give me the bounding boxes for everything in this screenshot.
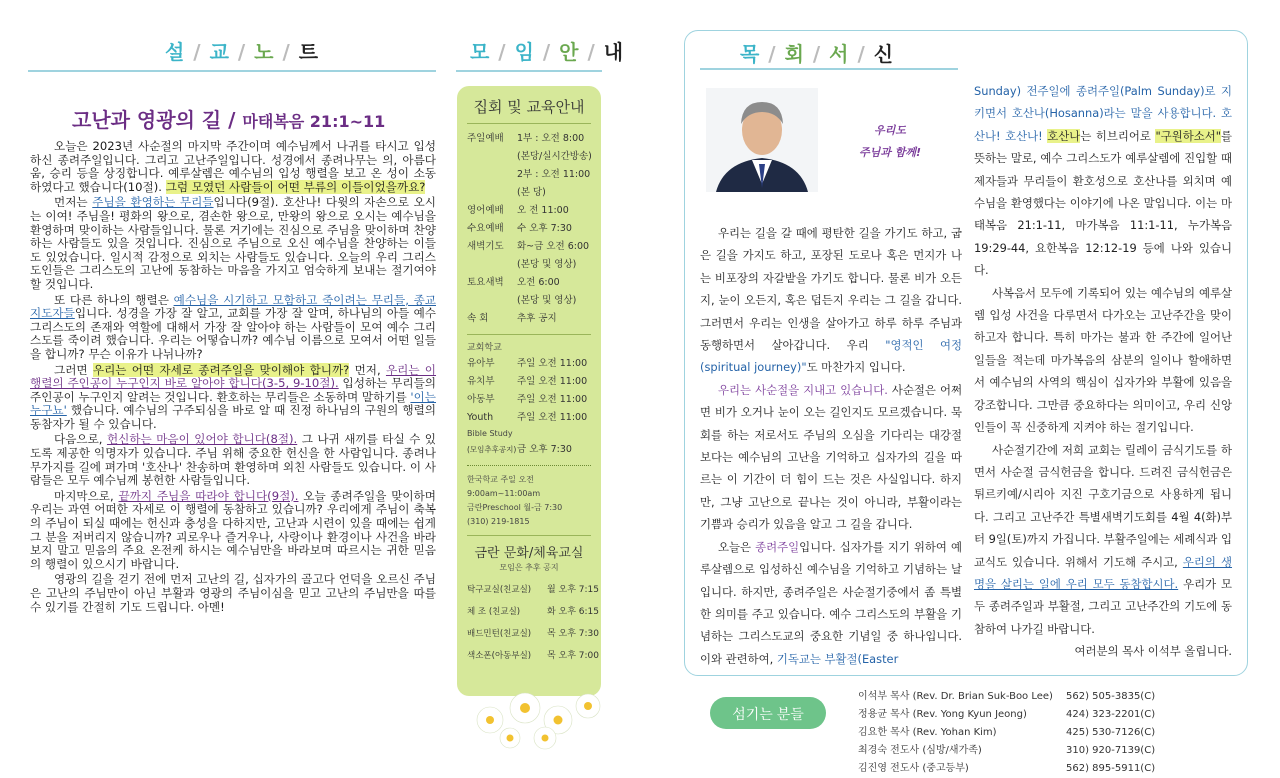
staff-name: 최경숙 전도사 (심방/새가족) <box>858 745 982 756</box>
letter-column-left <box>700 222 962 670</box>
bible-study-label: Bible Study <box>467 429 513 438</box>
sermon-paragraph: 마지막으로, 끝까지 주님을 따라야 합니다(9절). 오늘 종려주일을 맞이하며 우리는 과연 어떠한 자세로 이 행렬에 동참하고 있습니까? 우리에게 주님이 축복의 주님이 되실 때에는 헌신과 충성을 다하지만, 고난과 시련이 있을 때에는 쉽게 그 분을 저버리지 않습니까? 괴로우나 즐거우나, 사랑이나 환경이나 사건을 바라보지 말고 믿음의 주요 온전케 하시는 예수님만을 바라보며 따르시는 귀한 믿음의 행렬이 있으시기 바랍니다. <box>30 488 437 571</box>
sermon-paragraph: 다음으로, 헌신하는 마음이 있어야 합니다(8절). 그 나귀 새끼를 타실 수 있도록 제공한 익명자가 있습니다. 주님 위해 중요한 헌신을 한 사람입니다. 종려나무가지를 길에 펴가며 '호산나' 찬송하며 환영하며 외친 사람들도 있습니다. 이 사람들은 모두 예수님께 봉헌한 사람들입니다. <box>30 432 436 488</box>
culture-note: 모임은 추후 공지 <box>499 563 559 572</box>
meeting-box-title: 집회 및 교육안내 <box>473 98 585 116</box>
school-row: Youth 주일 오전 11:00 <box>467 412 588 423</box>
staff-name: 이석부 목사 (Rev. Dr. Brian Suk-Boo Lee) <box>858 691 1053 702</box>
letter-column-right <box>974 80 1232 663</box>
schedule-row: 속 회 추후 공지 <box>467 313 557 324</box>
culture-row: 색소폰(아동부실) 목 오후 7:00 <box>467 651 600 661</box>
pastor-photo <box>706 88 818 192</box>
staff-row <box>858 688 1218 706</box>
schedule-row: (본당/실시간방송) <box>517 151 592 162</box>
culture-row: 탁구교실(친교실) 월 오후 7:15 <box>467 585 600 595</box>
sermon-title: 고난과 영광의 길 / 마태복음 21:1~11 <box>72 108 386 132</box>
sermon-paragraph: 영광의 길을 걷기 전에 먼저 고난의 길, 십자가의 골고다 언덕을 오르신 주님은 고난의 주님만이 아닌 부활과 영광의 주님이심을 믿고 고난의 주님만을 따를 수 있기를 간절히 기도 드립니다. 아멘! <box>30 572 436 614</box>
letter-paragraph: Sunday) 전주일에 종려주일(Palm Sunday)로 지키면서 호산나(Hosanna)라는 말을 사용합니다. 호산나! 호산나! 호산나는 히브리어로 "구원하소서"를 뜻하는 말로, 예수 그리스도가 예루살렘에 진입할 때 제자들과 무리들이 환호성으로 호산나를 외치며 예수님을 환영했다는 이야기에 나온 말입니다. 이는 마태복음 21:1-11, 마가복음 11:1-11, 누가복음 19:29-44, 요한복음 12:12-19 등에 나와 있습니다. <box>974 84 1232 278</box>
staff-phone: 562) 895-5911(C) <box>1066 763 1156 774</box>
school-row: 유아부 주일 오전 11:00 <box>467 358 588 369</box>
letter-paragraph: 우리는 사순절을 지내고 있습니다. 사순절은 어쩌면 비가 오거나 눈이 오는 길인지도 모르겠습니다. 묵회를 하는 저로서도 주님의 오심을 기다리는 대강절보다는 예수님의 고난을 기억하고 십자가의 길을 따르는 이 기간이 더 힘이 드는 것은 사실입니다. 하지만, 그냥 고난으로 끝나는 것이 아니라, 부활이라는 기쁨과 승리가 있음을 알고 그 길을 갑니다. <box>700 382 962 532</box>
schedule-row: 수요예배 수 오후 7:30 <box>467 223 572 234</box>
sermon-notes-heading: 설 / 교 / 노 / 트 <box>165 40 320 64</box>
letter-heading-rule <box>700 68 958 70</box>
meeting-info-box <box>457 86 601 696</box>
letter-paragraph: 우리는 길을 갈 때에 평탄한 길을 가기도 하고, 굽은 길을 가지도 하고, 포장된 도로나 혹은 먼지가 나는 비포장의 자갈밭을 가기도 합니다. 물론 비가 오든지, 눈이 오든지, 혹은 덥든지 우리는 그 길을 갑니다. 그러면서 우리는 인생을 살아가고 하루 하루 주님과 동행하면서 살아갑니다. 우리 "영적인 여정 (spiritual journey)"도 마찬가지 입니다. <box>700 226 962 375</box>
church-school-title: 교회학교 <box>467 343 502 353</box>
meeting-info-heading: 모 / 임 / 안 / 내 <box>470 40 625 64</box>
staff-phone: 424) 323-2201(C) <box>1066 709 1156 720</box>
staff-name: 정용균 목사 (Rev. Yong Kyun Jeong) <box>858 709 1027 720</box>
staff-button[interactable]: 섬기는 분들 <box>710 697 826 729</box>
schedule-row: (본 당) <box>517 187 546 198</box>
letter-paragraph: 오늘은 종려주일입니다. 십자가를 지기 위하여 예루살렘으로 입성하신 예수님을 기억하고 기념하는 날입니다. 하지만, 종려주일은 사순절기중에서 좀 특별한 의미를 주고 있습니다. 예수 그리스도의 부활을 기념하는 그리스도교의 중요한 기념일 중 하나입니다. 이와 관련하여, 기독교는 부활절(Easter <box>700 539 962 666</box>
letter-paragraph: 사복음서 모두에 기록되어 있는 예수님의 예루살렘 입성 사건을 다루면서 다가오는 고난주간을 맞이하고자 합니다. 특히 마가는 불과 한 주간에 일어난 일들을 적는데 마가복음의 삼분의 일이나 할애하면서 예수님의 사역의 핵심이 십자가와 부활에 있음을 강조합니다. 그만큼 중요하다는 의미이고, 우리 신앙인들이 꼭 신중하게 지켜야 하는 절기입니다. <box>974 285 1232 435</box>
staff-phone: 310) 920-7139(C) <box>1066 745 1156 756</box>
bible-study-row: (모임추후공지) 금 오후 7:30 <box>467 444 572 455</box>
schedule-row: 주일예배 1부 : 오전 8:00 <box>467 133 585 144</box>
staff-phone: 425) 530-7126(C) <box>1066 727 1156 738</box>
sermon-body <box>30 140 436 616</box>
sermon-reference: 마태복음 21:1~11 <box>242 112 386 131</box>
korean-school: 한국학교 주일 오전 9:00am~11:00am <box>467 475 541 498</box>
culture-row: 체 조 (친교실) 화 오후 6:15 <box>467 607 600 617</box>
school-row: 유치부 주일 오전 11:00 <box>467 376 588 387</box>
daisy-flowers-decoration <box>470 680 620 750</box>
school-row: 아동부 주일 오전 11:00 <box>467 394 588 405</box>
letter-signature: 여러분의 목사 이석부 올립니다. <box>1074 644 1232 659</box>
staff-phone: 562) 505-3835(C) <box>1066 691 1156 702</box>
meeting-heading-rule <box>456 70 602 72</box>
letter-tagline: 우리도 주님과 함께! <box>859 124 921 159</box>
letter-paragraph: 사순절기간에 저희 교회는 릴레이 금식기도를 하면서 사순절 금식헌금을 합니다. 드려진 금식헌금은 튀르키예/시리아 지진 구호기금으로 사용하게 됩니다. 그리고 고난주간 특별새벽기도회를 4월 4(화)부터 9일(토)까지 가집니다. 부활주일에는 세례식과 입교식도 있습니다. 위해서 기도해 주시고, 우리의 생명을 살리는 일에 우리 모두 동참합시다. 우리가 모두 종려주일과 부활절, 그리고 고난주간의 기도에 동참하여 나가길 바랍니다. <box>974 442 1233 636</box>
schedule-row: 토요새벽 오전 6:00 <box>467 277 560 288</box>
culture-row: 배드민턴(친교실) 목 오후 7:30 <box>467 629 600 639</box>
staff-name: 김요한 목사 (Rev. Yohan Kim) <box>858 727 997 738</box>
sermon-paragraph: 그러면 우리는 어떤 자세로 종려주일을 맞이해야 합니까? 먼저, 우리는 이 행렬의 주인공이 누구인지 바로 알아야 합니다(3-5, 9-10절). 입성하는 무리들의 주인공이 누구인지 알려는 것입니다. 환호하는 무리들은 소동하며 말하기를 '이는 누구뇨' 했습니다. 예수님의 구주되심을 바로 알 때 진정 하나님의 구원의 행렬의 동참자가 될 수 있습니다. <box>30 362 437 431</box>
preschool-phone: (310) 219-1815 <box>467 517 530 526</box>
staff-list <box>858 688 1218 778</box>
schedule-row: 2부 : 오전 11:00 <box>517 169 591 180</box>
staff-row <box>858 742 1218 760</box>
sermon-heading-rule <box>28 70 436 72</box>
schedule-row: (본당 및 영상) <box>517 295 577 306</box>
pastor-letter-heading: 목 / 회 / 서 / 신 <box>740 42 895 66</box>
schedule-row: 새벽기도 화~금 오전 6:00 <box>467 241 590 252</box>
staff-row <box>858 724 1218 742</box>
culture-class-title: 금란 문화/체육교실 <box>474 546 584 561</box>
preschool: 금란Preschool 월-금 7:30 <box>467 503 563 512</box>
staff-row <box>858 706 1218 724</box>
staff-row <box>858 760 1218 778</box>
staff-name: 김진영 전도사 (중고등부) <box>858 763 969 774</box>
sermon-paragraph: 먼저는 주님을 환영하는 무리들입니다(9절). 호산나! 다윗의 자손으로 오시는 이여! 주님을! 평화의 왕으로, 겸손한 왕으로, 만왕의 왕으로 오시는 예수님을 환영하며 맞이하는 사람들입니다. 물론 거기에는 진심으로 주님을 맞이하며 찬양하는 사람들도 있을 것입니다. 진심으로 주님으로 오신 예수님을 찬양하는 이들도 있었습니다. 일시적 감정으로 외치는 사람들도 있습니다. 오늘의 우리 그리스도인들은 그리스도의 고난에 동참하는 마음을 가지고 엄숙하게 보내는 절기여야 할 것입니다. <box>30 195 436 291</box>
sermon-paragraph: 또 다른 하나의 행렬은 예수님을 시기하고 모함하고 죽이려는 무리들, 종교 지도자들입니다. 성경을 가장 잘 알고, 교회를 가장 잘 알며, 하나님의 아들 예수 그리스도의 존재와 역할에 대해서 가장 잘 알아야 하는 사람들이 모여 예수 그리스도를 죽이려 했습니다. 우리는 어떻습니까? 예수님 이름으로 모여서 어떤 일들을 합니까? 무슨 이유가 나뉘나까? <box>30 292 436 361</box>
sermon-paragraph: 오늘은 2023년 사순절의 마지막 주간이며 예수님께서 나귀를 타시고 입성하신 종려주일입니다. 그리고 고난주일입니다. 성경에서 종려나무는 의, 아름다움, 승리 등을 상징합니다. 예루살렘은 예수님의 입성 행렬을 보고 온 성이 소동하였다고 했습니다(10절). 그럼 모였던 사람들이 어떤 부류의 이들이었을까요? <box>30 139 436 194</box>
schedule-row: 영어예배 오 전 11:00 <box>467 205 569 216</box>
schedule-row: (본당 및 영상) <box>517 259 577 270</box>
